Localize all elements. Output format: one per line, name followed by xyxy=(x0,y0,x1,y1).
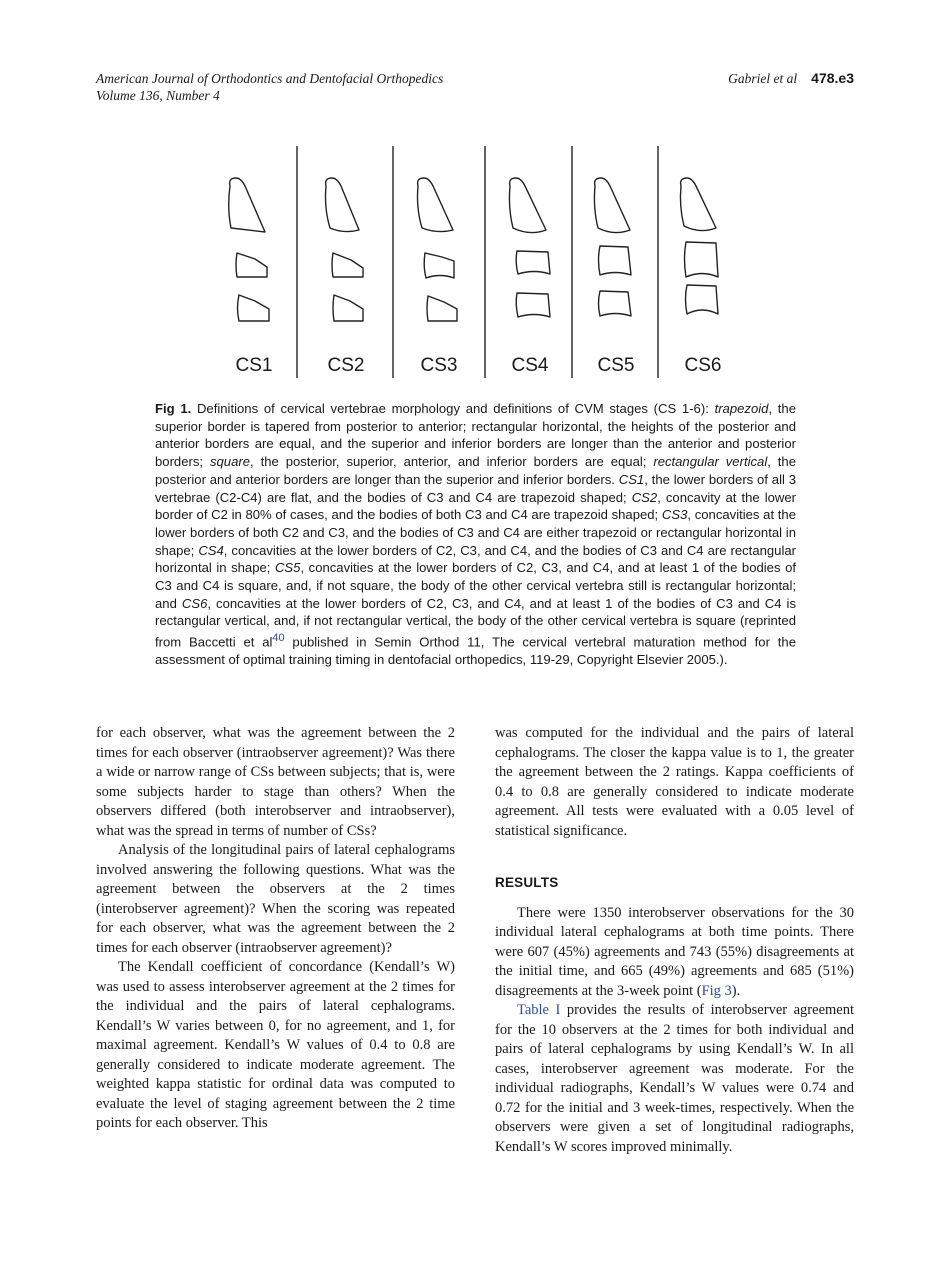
c2-odontoid-cs5 xyxy=(594,178,630,233)
left-column xyxy=(96,724,455,1134)
journal-volume: Volume 136, Number 4 xyxy=(96,88,220,103)
c3-body-cs5 xyxy=(599,246,632,275)
caption-text: , concavities at the lower borders of C2, C3, and C4, and at least 1 of the bodies of C3 and C4 is rectangular vertical, and, if not rectangular vertical, the body of the other cervical vertebra is square (reprinted from Baccetti et al xyxy=(155,595,796,650)
caption-term-cs2: CS2 xyxy=(631,489,658,505)
stage-cs4-vertebrae xyxy=(509,178,550,317)
c4-body-cs3 xyxy=(427,296,457,321)
figure-caption xyxy=(155,400,796,669)
body-paragraph xyxy=(495,904,854,1002)
figure-cvm-stages xyxy=(210,146,750,382)
c2-odontoid-cs3 xyxy=(418,178,454,232)
caption-text: , the superior border is tapered from posterior to anterior; rectangular horizontal, the heights of the posterior and anterior borders are equal, and the superior and inferior borders are longer than the anterior and posterior borders; xyxy=(155,401,796,470)
stage-cs6-vertebrae xyxy=(680,178,718,314)
stage-cs3-vertebrae xyxy=(418,178,458,321)
caption-term-cs3: CS3 xyxy=(661,507,688,523)
caption-text: , concavity at the lower border of C2 in 80% of cases, and the bodies of both C3 and C4 are trapezoid shaped; xyxy=(155,489,796,523)
caption-term-cs1: CS1 xyxy=(618,471,645,487)
c3-body-cs6 xyxy=(685,242,719,277)
body-paragraph: Analysis of the longitudinal pairs of lateral cephalograms involved answering the following questions. What was the agreement between the observers at the 2 times (interobserver agreement)? When the scoring was repeated for each observer, what was the agreement between the 2 times for each observer (intraobserver agreement)? xyxy=(96,842,455,956)
c2-odontoid-cs4 xyxy=(509,178,546,233)
body-paragraph xyxy=(495,1001,854,1157)
body-paragraph: was computed for the individual and the pairs of lateral cephalograms. The closer the kappa value is to 1, the greater the agreement between the 2 ratings. Kappa coefficients of 0.4 to 0.8 are generally considered to indicate moderate agreement. All tests were evaluated with a 0.05 level of statistical significance. xyxy=(495,725,854,839)
stage-label-cs4: CS4 xyxy=(511,355,549,376)
body-paragraph: for each observer, what was the agreement between the 2 times for each observer (intraobserver agreement)? Was there a wide or narrow range of CSs between subjects; that is, were some subjects harder to stage than others? When the observers differed (both interobserver and intraobserver), what was the spread in terms of number of CSs? xyxy=(96,725,455,839)
figure-link-fig3[interactable]: Fig 3 xyxy=(701,982,732,999)
c3-body-cs2 xyxy=(332,253,363,277)
caption-term-cs6: CS6 xyxy=(181,595,208,611)
c3-body-cs4 xyxy=(516,251,550,274)
running-head-page xyxy=(728,70,854,87)
caption-term-trapezoid: trapezoid xyxy=(714,401,769,416)
caption-text: , concavities at the lower borders of both C2 and C3, and the bodies of C3 and C4 are either trapezoid or rectangular horizontal in shape; xyxy=(155,507,796,558)
stage-label-cs6: CS6 xyxy=(684,355,722,376)
paragraph-text: There were 1350 interobserver observations for the 30 individual lateral cephalograms at both time points. There were 607 (45%) agreements and 743 (55%) disagreements at the initial time, and 665 (49%) agreements and 685 (51%) disagreements at the 3-week point ( xyxy=(495,904,854,999)
body-paragraph: The Kendall coefficient of concordance (Kendall’s W) was used to assess interobserver agreement at the 2 times for the individual and the pairs of lateral cephalograms. Kendall’s W varies between 0, for no agreement, and 1, for maximal agreement. Kendall’s W values of 0.4 to 0.8 are generally considered to indicate moderate agreement. The weighted kappa statistic for ordinal data was computed to evaluate the level of staging agreement between the 2 time points for each observer. This xyxy=(96,959,455,1131)
reference-link-40[interactable]: 40 xyxy=(272,632,285,645)
c3-body-cs1 xyxy=(236,253,267,277)
c4-body-cs6 xyxy=(686,285,719,314)
stage-cs2-vertebrae xyxy=(326,178,364,321)
c2-odontoid-cs2 xyxy=(326,178,360,232)
right-column xyxy=(495,724,854,1157)
stage-cs5-vertebrae xyxy=(594,178,631,316)
caption-text: , the posterior and anterior borders are longer than the superior and inferior borders. xyxy=(155,454,796,487)
c4-body-cs5 xyxy=(599,291,632,316)
stage-cs1-vertebrae xyxy=(229,178,269,321)
caption-text: , the posterior, superior, anterior, and inferior borders are equal; xyxy=(250,454,654,470)
c4-body-cs4 xyxy=(516,293,550,317)
c3-body-cs3 xyxy=(424,253,454,278)
caption-term-cs4: CS4 xyxy=(198,542,224,558)
paragraph-text: ). xyxy=(731,982,741,999)
caption-text: published in Semin Orthod 11, The cervical vertebral maturation method for the assessment of optimal training timing in dentofacial orthopedics, 119-29, Copyright Elsevier 2005.). xyxy=(155,634,796,668)
author-line: Gabriel et al xyxy=(728,71,798,86)
figure-label: Fig 1. xyxy=(155,401,192,416)
cvm-stage-diagram xyxy=(210,146,750,382)
stage-label-cs2: CS2 xyxy=(327,355,365,376)
caption-term-rectangular-vertical: rectangular vertical xyxy=(653,454,768,470)
stage-dividers xyxy=(297,146,658,378)
c4-body-cs2 xyxy=(333,295,363,321)
caption-text: Definitions of cervical vertebrae morphology and definitions of CVM stages (CS 1-6): xyxy=(191,401,715,416)
c4-body-cs1 xyxy=(238,295,270,321)
journal-title: American Journal of Orthodontics and Dentofacial Orthopedics xyxy=(96,71,444,86)
section-heading-results: RESULTS xyxy=(495,875,559,890)
running-head-journal xyxy=(96,70,443,104)
c2-odontoid-cs6 xyxy=(680,178,716,231)
stage-label-cs3: CS3 xyxy=(420,355,458,376)
caption-text: , concavities at the lower borders of C2, C3, and C4, and the bodies of C3 and C4 are rectangular horizontal in shape; xyxy=(155,542,796,576)
caption-text: , the lower borders of all 3 vertebrae (C2-C4) are flat, and the bodies of C3 and C4 are trapezoid shaped; xyxy=(155,471,797,505)
table-link-table1[interactable]: Table I xyxy=(517,1002,561,1018)
page-number: 478.e3 xyxy=(811,70,854,86)
caption-text: , concavities at the lower borders of C2, C3, and C4, and at least 1 of the bodies of C3 and C4 is square, and, if not square, the body of the other cervical vertebra still is rectangular horizontal; and xyxy=(155,560,796,611)
caption-term-cs5: CS5 xyxy=(274,560,301,576)
stage-label-cs5: CS5 xyxy=(597,355,635,376)
paragraph-text: provides the results of interobserver agreement for the 10 observers at the 2 times for both individual and pairs of lateral cephalograms by using Kendall’s W. In all cases, interobserver agreement was moderate. For the individual radiographs, Kendall’s W values were 0.74 and 0.72 for the initial and 3 week-times, respectively. When the observers were given a set of longitudinal radiographs, Kendall’s W scores improved minimally. xyxy=(495,1002,854,1155)
caption-term-square: square xyxy=(209,454,251,470)
stage-label-cs1: CS1 xyxy=(235,355,273,376)
c2-odontoid-cs1 xyxy=(229,178,265,232)
